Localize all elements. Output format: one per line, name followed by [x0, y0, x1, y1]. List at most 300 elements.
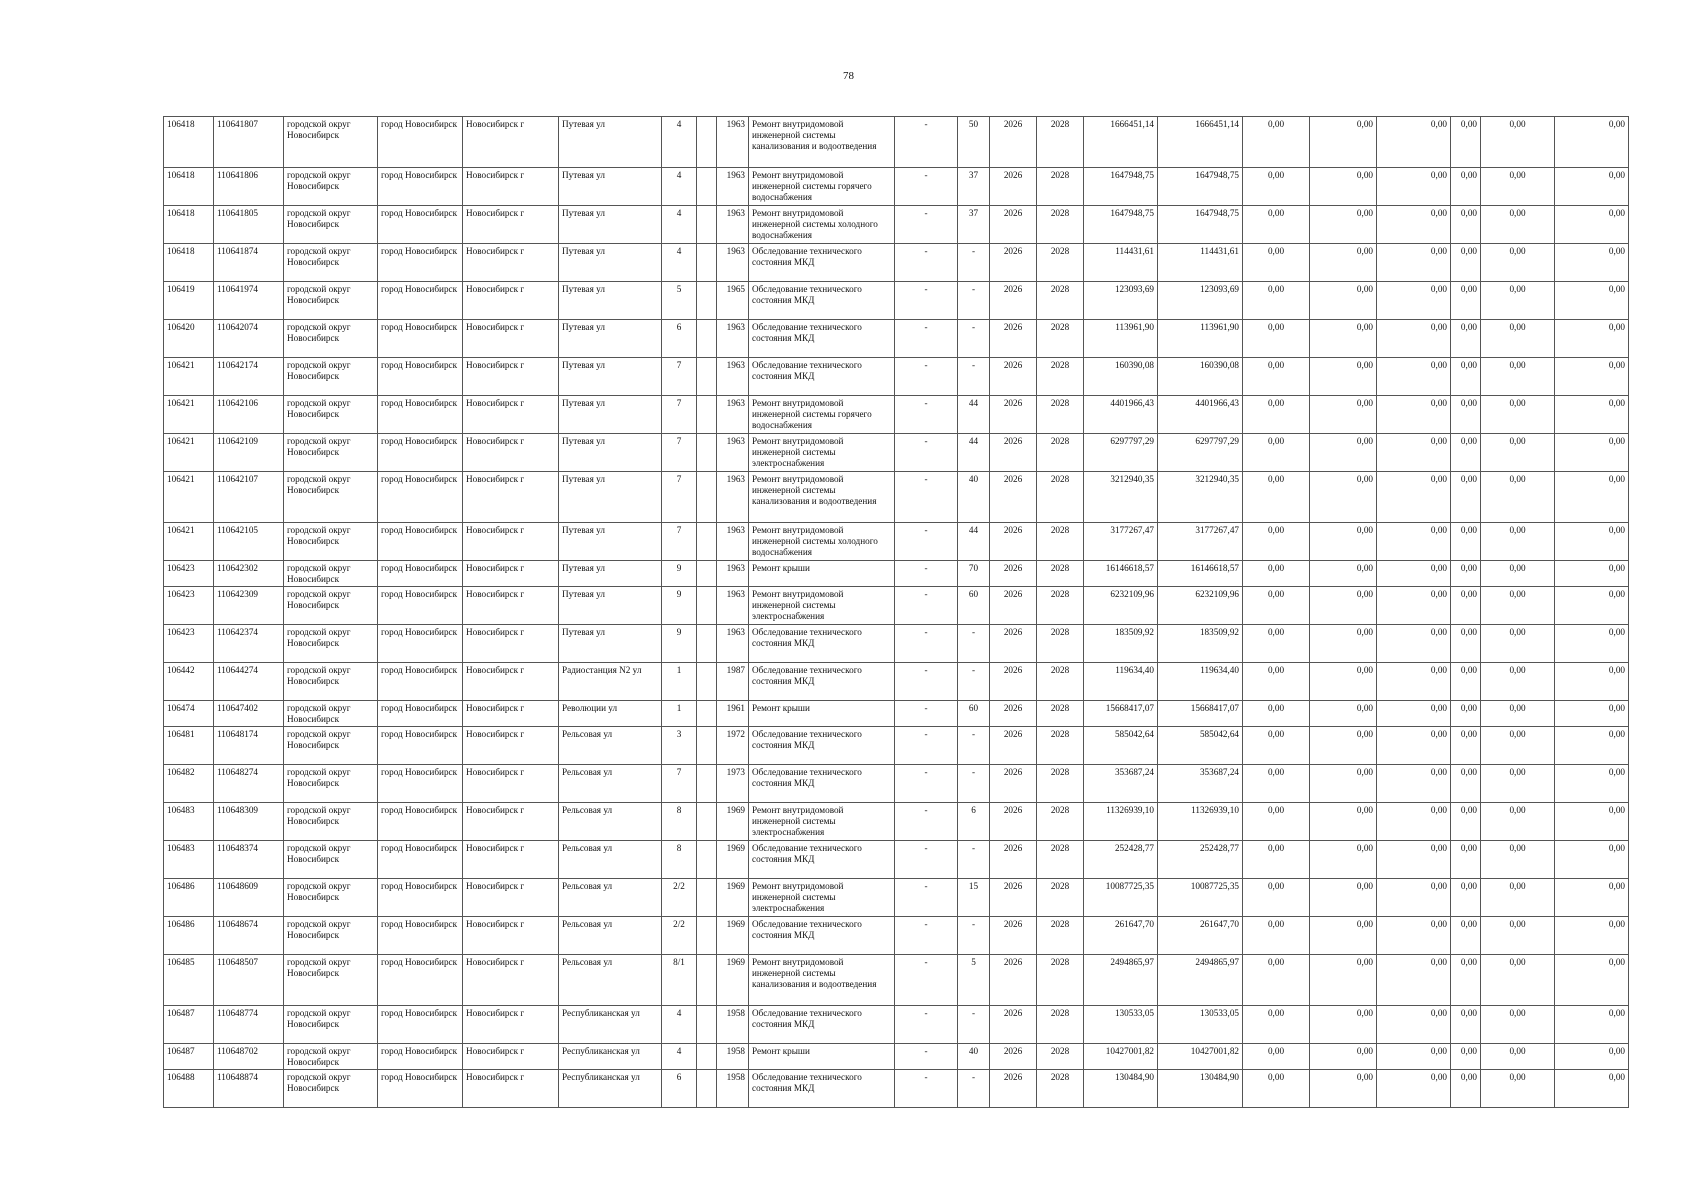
cell-settlement: город Новосибирск: [378, 472, 463, 523]
cell-district: городской округ Новосибирск: [284, 523, 378, 561]
cell-f5: 0,00: [1481, 587, 1555, 625]
cell-col11: -: [958, 282, 990, 320]
cell-f4: 0,00: [1451, 625, 1481, 663]
cell-code: 110648309: [214, 803, 284, 841]
cell-year-to: 2028: [1037, 625, 1084, 663]
cell-building: [697, 701, 717, 727]
cell-year: 1969: [717, 841, 749, 879]
cell-work: Ремонт внутридомовой инженерной системы горячего водоснабжения: [749, 396, 895, 434]
cell-f1: 0,00: [1243, 168, 1310, 206]
cell-col11: -: [958, 320, 990, 358]
cell-id: 106481: [164, 727, 214, 765]
cell-f3: 0,00: [1377, 587, 1451, 625]
cell-cost-fund: 353687,24: [1158, 765, 1243, 803]
cell-year: 1963: [717, 244, 749, 282]
cell-cost-fund: 10427001,82: [1158, 1044, 1243, 1070]
cell-code: 110648874: [214, 1070, 284, 1108]
cell-col11: -: [958, 727, 990, 765]
cell-col10: -: [895, 727, 958, 765]
cell-f1: 0,00: [1243, 625, 1310, 663]
cell-f6: 0,00: [1555, 701, 1629, 727]
cell-cost-fund: 6232109,96: [1158, 587, 1243, 625]
cell-year: 1963: [717, 434, 749, 472]
cell-f3: 0,00: [1377, 358, 1451, 396]
cell-cost-total: 1666451,14: [1084, 117, 1158, 168]
cell-f2: 0,00: [1310, 358, 1377, 396]
cell-col10: -: [895, 561, 958, 587]
cell-year-from: 2026: [990, 727, 1037, 765]
table-row: [164, 168, 1629, 206]
cell-cost-total: 1647948,75: [1084, 206, 1158, 244]
cell-f5: 0,00: [1481, 1006, 1555, 1044]
cell-f5: 0,00: [1481, 841, 1555, 879]
cell-f2: 0,00: [1310, 1006, 1377, 1044]
cell-street: Путевая ул: [559, 561, 662, 587]
cell-year-to: 2028: [1037, 117, 1084, 168]
cell-f5: 0,00: [1481, 472, 1555, 523]
cell-code: 110641974: [214, 282, 284, 320]
cell-f1: 0,00: [1243, 320, 1310, 358]
cell-col10: -: [895, 206, 958, 244]
cell-cost-total: 130484,90: [1084, 1070, 1158, 1108]
cell-f4: 0,00: [1451, 587, 1481, 625]
cell-settlement: город Новосибирск: [378, 841, 463, 879]
cell-cost-total: 10427001,82: [1084, 1044, 1158, 1070]
cell-work: Обследование технического состояния МКД: [749, 282, 895, 320]
cell-col11: -: [958, 1070, 990, 1108]
cell-house: 4: [662, 117, 697, 168]
cell-year-to: 2028: [1037, 206, 1084, 244]
cell-f3: 0,00: [1377, 396, 1451, 434]
cell-f2: 0,00: [1310, 244, 1377, 282]
cell-year-from: 2026: [990, 206, 1037, 244]
cell-f2: 0,00: [1310, 561, 1377, 587]
cell-house: 7: [662, 765, 697, 803]
cell-cost-fund: 1666451,14: [1158, 117, 1243, 168]
cell-f6: 0,00: [1555, 803, 1629, 841]
cell-f1: 0,00: [1243, 803, 1310, 841]
cell-year-from: 2026: [990, 117, 1037, 168]
cell-f6: 0,00: [1555, 244, 1629, 282]
cell-col11: 37: [958, 206, 990, 244]
table-row: [164, 1070, 1629, 1108]
cell-f5: 0,00: [1481, 663, 1555, 701]
cell-f4: 0,00: [1451, 244, 1481, 282]
cell-year: 1963: [717, 561, 749, 587]
cell-year-from: 2026: [990, 1006, 1037, 1044]
cell-district: городской округ Новосибирск: [284, 765, 378, 803]
cell-f2: 0,00: [1310, 206, 1377, 244]
cell-settlement: город Новосибирск: [378, 663, 463, 701]
cell-id: 106423: [164, 587, 214, 625]
cell-year: 1963: [717, 396, 749, 434]
cell-f5: 0,00: [1481, 803, 1555, 841]
table-row: [164, 841, 1629, 879]
cell-f3: 0,00: [1377, 434, 1451, 472]
cell-year-from: 2026: [990, 523, 1037, 561]
cell-f2: 0,00: [1310, 663, 1377, 701]
cell-f6: 0,00: [1555, 955, 1629, 1006]
cell-f4: 0,00: [1451, 917, 1481, 955]
cell-code: 110641807: [214, 117, 284, 168]
cell-col10: -: [895, 358, 958, 396]
cell-city: Новосибирск г: [463, 1006, 559, 1044]
cell-cost-fund: 3212940,35: [1158, 472, 1243, 523]
cell-district: городской округ Новосибирск: [284, 1044, 378, 1070]
cell-settlement: город Новосибирск: [378, 168, 463, 206]
cell-f5: 0,00: [1481, 168, 1555, 206]
cell-col11: -: [958, 244, 990, 282]
cell-city: Новосибирск г: [463, 206, 559, 244]
cell-f3: 0,00: [1377, 879, 1451, 917]
cell-col11: 6: [958, 803, 990, 841]
cell-col10: -: [895, 472, 958, 523]
cell-street: Рельсовая ул: [559, 879, 662, 917]
cell-id: 106482: [164, 765, 214, 803]
cell-street: Радиостанция N2 ул: [559, 663, 662, 701]
table-row: [164, 1006, 1629, 1044]
cell-col11: 5: [958, 955, 990, 1006]
cell-f2: 0,00: [1310, 523, 1377, 561]
cell-house: 5: [662, 282, 697, 320]
cell-work: Обследование технического состояния МКД: [749, 765, 895, 803]
cell-year: 1963: [717, 625, 749, 663]
cell-f2: 0,00: [1310, 803, 1377, 841]
cell-f4: 0,00: [1451, 282, 1481, 320]
cell-building: [697, 663, 717, 701]
cell-cost-total: 160390,08: [1084, 358, 1158, 396]
cell-building: [697, 320, 717, 358]
cell-f5: 0,00: [1481, 244, 1555, 282]
cell-street: Рельсовая ул: [559, 727, 662, 765]
cell-settlement: город Новосибирск: [378, 1006, 463, 1044]
cell-f4: 0,00: [1451, 663, 1481, 701]
cell-f3: 0,00: [1377, 282, 1451, 320]
cell-id: 106419: [164, 282, 214, 320]
cell-f1: 0,00: [1243, 244, 1310, 282]
cell-building: [697, 879, 717, 917]
cell-f2: 0,00: [1310, 765, 1377, 803]
cell-year: 1965: [717, 282, 749, 320]
cell-f5: 0,00: [1481, 625, 1555, 663]
cell-f4: 0,00: [1451, 523, 1481, 561]
cell-building: [697, 587, 717, 625]
cell-work: Ремонт внутридомовой инженерной системы холодного водоснабжения: [749, 206, 895, 244]
cell-year-from: 2026: [990, 955, 1037, 1006]
cell-district: городской округ Новосибирск: [284, 358, 378, 396]
cell-city: Новосибирск г: [463, 561, 559, 587]
cell-building: [697, 434, 717, 472]
cell-cost-fund: 114431,61: [1158, 244, 1243, 282]
cell-city: Новосибирск г: [463, 472, 559, 523]
cell-cost-total: 4401966,43: [1084, 396, 1158, 434]
cell-id: 106442: [164, 663, 214, 701]
cell-year-to: 2028: [1037, 1006, 1084, 1044]
cell-f2: 0,00: [1310, 434, 1377, 472]
cell-f3: 0,00: [1377, 663, 1451, 701]
cell-street: Путевая ул: [559, 168, 662, 206]
cell-house: 3: [662, 727, 697, 765]
cell-f4: 0,00: [1451, 434, 1481, 472]
cell-cost-total: 3177267,47: [1084, 523, 1158, 561]
cell-building: [697, 803, 717, 841]
cell-year-from: 2026: [990, 396, 1037, 434]
cell-city: Новосибирск г: [463, 663, 559, 701]
cell-id: 106423: [164, 561, 214, 587]
cell-work: Ремонт внутридомовой инженерной системы канализования и водоотведения: [749, 955, 895, 1006]
cell-year-to: 2028: [1037, 701, 1084, 727]
cell-id: 106483: [164, 803, 214, 841]
cell-cost-total: 6297797,29: [1084, 434, 1158, 472]
cell-code: 110642174: [214, 358, 284, 396]
cell-f1: 0,00: [1243, 587, 1310, 625]
cell-col11: -: [958, 917, 990, 955]
cell-cost-total: 261647,70: [1084, 917, 1158, 955]
cell-year-to: 2028: [1037, 727, 1084, 765]
cell-f4: 0,00: [1451, 472, 1481, 523]
cell-street: Рельсовая ул: [559, 765, 662, 803]
cell-col11: -: [958, 358, 990, 396]
cell-f4: 0,00: [1451, 168, 1481, 206]
cell-settlement: город Новосибирск: [378, 803, 463, 841]
cell-house: 7: [662, 472, 697, 523]
cell-col10: -: [895, 1070, 958, 1108]
table-row: [164, 765, 1629, 803]
cell-f1: 0,00: [1243, 917, 1310, 955]
cell-id: 106483: [164, 841, 214, 879]
cell-year: 1958: [717, 1070, 749, 1108]
cell-code: 110641874: [214, 244, 284, 282]
cell-settlement: город Новосибирск: [378, 358, 463, 396]
cell-id: 106487: [164, 1006, 214, 1044]
cell-work: Обследование технического состояния МКД: [749, 1070, 895, 1108]
cell-f3: 0,00: [1377, 1006, 1451, 1044]
cell-col11: 60: [958, 701, 990, 727]
cell-col11: 44: [958, 434, 990, 472]
cell-code: 110648702: [214, 1044, 284, 1070]
cell-house: 6: [662, 320, 697, 358]
cell-year: 1969: [717, 803, 749, 841]
cell-f1: 0,00: [1243, 396, 1310, 434]
cell-cost-fund: 16146618,57: [1158, 561, 1243, 587]
cell-col10: -: [895, 765, 958, 803]
cell-f6: 0,00: [1555, 841, 1629, 879]
cell-col10: -: [895, 168, 958, 206]
cell-year: 1963: [717, 206, 749, 244]
cell-col10: -: [895, 879, 958, 917]
cell-f3: 0,00: [1377, 917, 1451, 955]
cell-street: Республиканская ул: [559, 1044, 662, 1070]
cell-f3: 0,00: [1377, 320, 1451, 358]
cell-f4: 0,00: [1451, 117, 1481, 168]
cell-f6: 0,00: [1555, 168, 1629, 206]
table-row: [164, 206, 1629, 244]
cell-col10: -: [895, 803, 958, 841]
cell-building: [697, 472, 717, 523]
cell-city: Новосибирск г: [463, 803, 559, 841]
cell-settlement: город Новосибирск: [378, 1070, 463, 1108]
cell-year: 1963: [717, 523, 749, 561]
cell-f5: 0,00: [1481, 1044, 1555, 1070]
cell-house: 2/2: [662, 917, 697, 955]
cell-f3: 0,00: [1377, 727, 1451, 765]
cell-year: 1969: [717, 917, 749, 955]
cell-code: 110648674: [214, 917, 284, 955]
cell-year: 1963: [717, 117, 749, 168]
cell-year-from: 2026: [990, 561, 1037, 587]
cell-city: Новосибирск г: [463, 523, 559, 561]
cell-f4: 0,00: [1451, 765, 1481, 803]
cell-f1: 0,00: [1243, 955, 1310, 1006]
cell-cost-fund: 3177267,47: [1158, 523, 1243, 561]
cell-work: Обследование технического состояния МКД: [749, 727, 895, 765]
cell-work: Обследование технического состояния МКД: [749, 244, 895, 282]
cell-settlement: город Новосибирск: [378, 701, 463, 727]
cell-street: Революции ул: [559, 701, 662, 727]
cell-work: Ремонт внутридомовой инженерной системы электроснабжения: [749, 879, 895, 917]
cell-col11: 40: [958, 1044, 990, 1070]
cell-f3: 0,00: [1377, 625, 1451, 663]
table-row: [164, 358, 1629, 396]
cell-cost-fund: 6297797,29: [1158, 434, 1243, 472]
cell-id: 106418: [164, 168, 214, 206]
cell-col11: -: [958, 663, 990, 701]
cell-district: городской округ Новосибирск: [284, 168, 378, 206]
cell-col10: -: [895, 841, 958, 879]
cell-cost-fund: 252428,77: [1158, 841, 1243, 879]
cell-building: [697, 206, 717, 244]
table-row: [164, 1044, 1629, 1070]
cell-year: 1973: [717, 765, 749, 803]
cell-col11: -: [958, 765, 990, 803]
cell-f3: 0,00: [1377, 117, 1451, 168]
cell-cost-total: 11326939,10: [1084, 803, 1158, 841]
cell-work: Ремонт крыши: [749, 1044, 895, 1070]
cell-cost-total: 6232109,96: [1084, 587, 1158, 625]
cell-building: [697, 841, 717, 879]
cell-f1: 0,00: [1243, 434, 1310, 472]
cell-city: Новосибирск г: [463, 117, 559, 168]
cell-f1: 0,00: [1243, 841, 1310, 879]
cell-col11: -: [958, 1006, 990, 1044]
cell-col11: 70: [958, 561, 990, 587]
cell-f6: 0,00: [1555, 1044, 1629, 1070]
cell-house: 4: [662, 206, 697, 244]
cell-house: 8: [662, 803, 697, 841]
cell-street: Путевая ул: [559, 117, 662, 168]
table-row: [164, 879, 1629, 917]
cell-city: Новосибирск г: [463, 727, 559, 765]
cell-f4: 0,00: [1451, 955, 1481, 1006]
cell-building: [697, 917, 717, 955]
cell-street: Рельсовая ул: [559, 955, 662, 1006]
cell-street: Рельсовая ул: [559, 917, 662, 955]
cell-year-to: 2028: [1037, 917, 1084, 955]
cell-year: 1958: [717, 1006, 749, 1044]
cell-settlement: город Новосибирск: [378, 523, 463, 561]
cell-settlement: город Новосибирск: [378, 282, 463, 320]
cell-settlement: город Новосибирск: [378, 434, 463, 472]
cell-f6: 0,00: [1555, 663, 1629, 701]
cell-col10: -: [895, 282, 958, 320]
cell-f1: 0,00: [1243, 472, 1310, 523]
cell-f3: 0,00: [1377, 561, 1451, 587]
cell-street: Путевая ул: [559, 625, 662, 663]
cell-district: городской округ Новосибирск: [284, 282, 378, 320]
cell-f6: 0,00: [1555, 587, 1629, 625]
cell-city: Новосибирск г: [463, 879, 559, 917]
cell-code: 110647402: [214, 701, 284, 727]
cell-building: [697, 625, 717, 663]
cell-cost-fund: 2494865,97: [1158, 955, 1243, 1006]
cell-settlement: город Новосибирск: [378, 765, 463, 803]
cell-code: 110642105: [214, 523, 284, 561]
cell-col10: -: [895, 244, 958, 282]
cell-f4: 0,00: [1451, 701, 1481, 727]
cell-city: Новосибирск г: [463, 701, 559, 727]
cell-code: 110648374: [214, 841, 284, 879]
cell-f5: 0,00: [1481, 434, 1555, 472]
cell-f3: 0,00: [1377, 244, 1451, 282]
cell-settlement: город Новосибирск: [378, 1044, 463, 1070]
cell-code: 110641805: [214, 206, 284, 244]
cell-city: Новосибирск г: [463, 587, 559, 625]
cell-district: городской округ Новосибирск: [284, 561, 378, 587]
cell-settlement: город Новосибирск: [378, 206, 463, 244]
capital-repair-table: [163, 116, 1629, 1108]
cell-house: 4: [662, 168, 697, 206]
cell-year-to: 2028: [1037, 1044, 1084, 1070]
cell-cost-total: 2494865,97: [1084, 955, 1158, 1006]
cell-f2: 0,00: [1310, 472, 1377, 523]
table-row: [164, 282, 1629, 320]
table-row: [164, 523, 1629, 561]
cell-building: [697, 765, 717, 803]
cell-cost-fund: 160390,08: [1158, 358, 1243, 396]
cell-district: городской округ Новосибирск: [284, 434, 378, 472]
cell-f5: 0,00: [1481, 396, 1555, 434]
cell-code: 110641806: [214, 168, 284, 206]
cell-work: Ремонт крыши: [749, 561, 895, 587]
cell-code: 110648507: [214, 955, 284, 1006]
cell-f3: 0,00: [1377, 168, 1451, 206]
cell-building: [697, 358, 717, 396]
cell-cost-total: 585042,64: [1084, 727, 1158, 765]
cell-col11: 50: [958, 117, 990, 168]
cell-id: 106488: [164, 1070, 214, 1108]
cell-f5: 0,00: [1481, 117, 1555, 168]
cell-city: Новосибирск г: [463, 625, 559, 663]
cell-year-from: 2026: [990, 244, 1037, 282]
cell-f6: 0,00: [1555, 358, 1629, 396]
cell-cost-fund: 183509,92: [1158, 625, 1243, 663]
cell-year-from: 2026: [990, 765, 1037, 803]
cell-f6: 0,00: [1555, 523, 1629, 561]
cell-building: [697, 955, 717, 1006]
cell-f3: 0,00: [1377, 523, 1451, 561]
cell-f1: 0,00: [1243, 879, 1310, 917]
cell-district: городской округ Новосибирск: [284, 625, 378, 663]
cell-col10: -: [895, 523, 958, 561]
cell-id: 106486: [164, 917, 214, 955]
cell-city: Новосибирск г: [463, 955, 559, 1006]
cell-code: 110642074: [214, 320, 284, 358]
cell-f3: 0,00: [1377, 803, 1451, 841]
cell-cost-fund: 130484,90: [1158, 1070, 1243, 1108]
cell-district: городской округ Новосибирск: [284, 663, 378, 701]
cell-col10: -: [895, 701, 958, 727]
cell-id: 106421: [164, 472, 214, 523]
